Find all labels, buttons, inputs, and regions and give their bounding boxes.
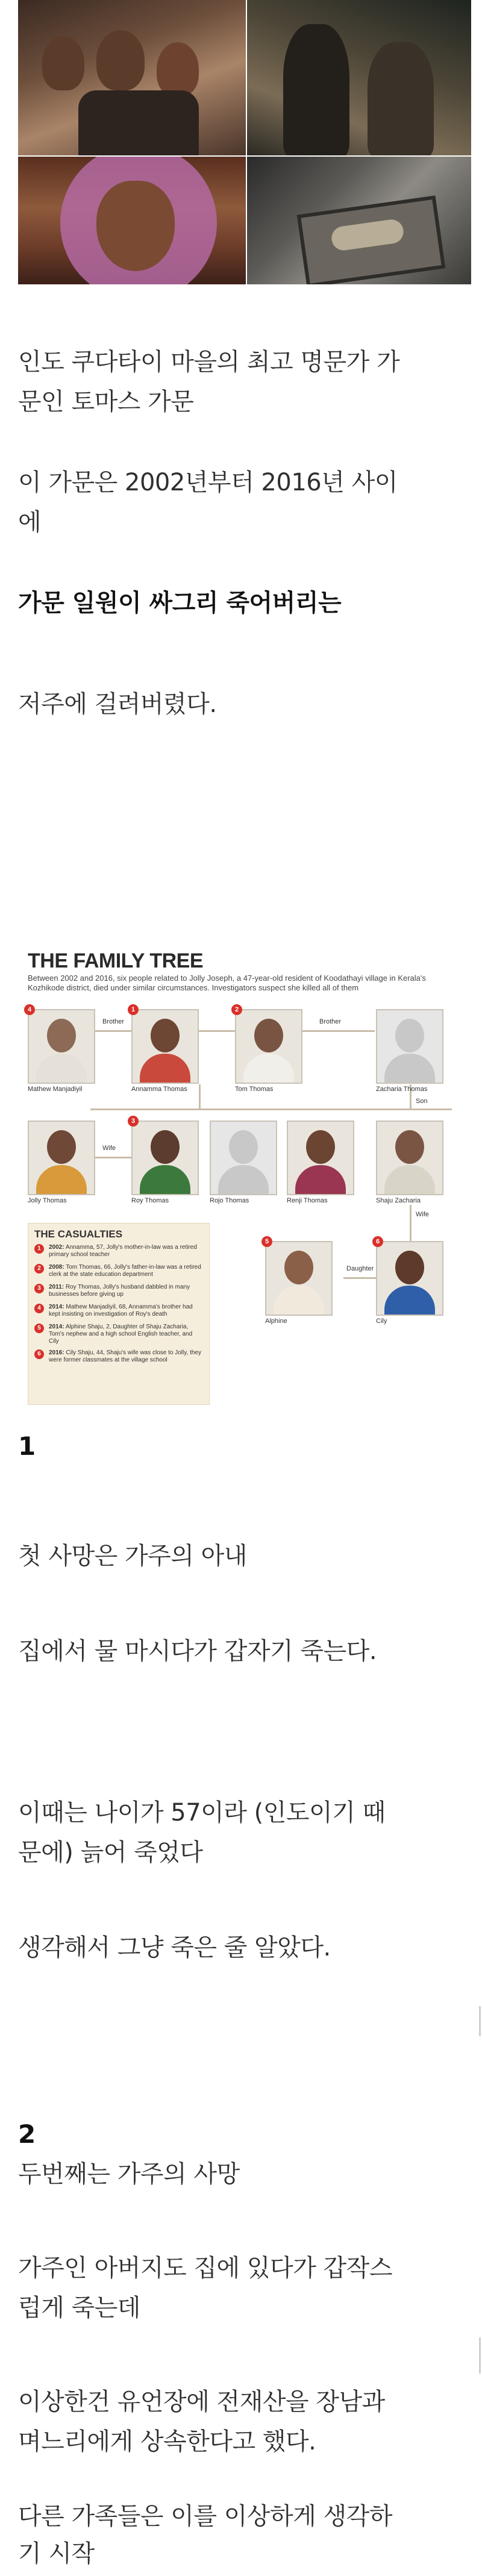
- intro-line: 이 가문은 2002년부터 2016년 사이: [18, 469, 398, 496]
- intro-emphasis: 가문 일원이 싸그리 죽어버리는: [18, 589, 342, 617]
- person-name: Annamma Thomas: [131, 1086, 187, 1093]
- remains-photo: [247, 157, 471, 284]
- infographic-subtitle: Between 2002 and 2016, six people related to Jolly Joseph, a 47-year-old resident of Koodathayi village in Kerala's Kozhikode district, died under similar circumstances. Investigators suspect she killed all of them: [28, 974, 426, 992]
- casualty-row: [37, 1304, 203, 1319]
- relation-label: Brother: [319, 1018, 342, 1025]
- intro-line: 에: [18, 508, 42, 536]
- person-name: Rojo Thomas: [210, 1197, 249, 1204]
- casualty-year: 2011:: [49, 1284, 64, 1290]
- person-roy: [131, 1118, 199, 1204]
- casualty-text: Cily Shaju, 44, Shaju's wife was close to Jolly, they were former classmates at the village school: [49, 1349, 201, 1363]
- person-alphine: [264, 1238, 333, 1325]
- section-line: 이상한건 유언장에 전재산을 장남과: [18, 2388, 385, 2416]
- section-line: 다른 가족들은 이를 이상하게 생각하: [18, 2503, 392, 2530]
- person-mathew: [27, 1006, 95, 1093]
- casualty-text: Annamma, 57, Jolly's mother-in-law was a retired primary school teacher: [49, 1244, 197, 1258]
- casualty-badge: 2: [231, 1004, 242, 1015]
- person-rojo: [210, 1121, 277, 1204]
- casualty-text: Mathew Manjadiyil, 68, Annamma's brother had kept insisting on investigation of Roy's death: [49, 1304, 193, 1318]
- casualty-badge: 2: [34, 1264, 44, 1274]
- person-shaju: [376, 1121, 443, 1204]
- section-line: 가주인 아버지도 집에 있다가 갑작스: [18, 2254, 392, 2282]
- family-photo: [18, 0, 246, 155]
- casualty-badge: 3: [128, 1116, 139, 1127]
- section-line: 기 시작: [18, 2540, 95, 2568]
- casualty-badge: 3: [34, 1284, 44, 1293]
- relation-label: Son: [416, 1098, 428, 1105]
- person-zacharia: [376, 1009, 443, 1093]
- section-line: 며느리에게 상속한다고 했다.: [18, 2428, 316, 2456]
- scrollbar-mark[interactable]: [479, 2006, 481, 2036]
- person-annamma: [131, 1006, 199, 1093]
- section-number: 2: [18, 2119, 36, 2149]
- casualty-year: 2002:: [49, 1244, 64, 1251]
- person-name: Renji Thomas: [287, 1197, 328, 1204]
- person-cily: [375, 1238, 443, 1325]
- section-line: 문에) 늙어 죽었다: [18, 1839, 203, 1866]
- casualty-badge: 1: [34, 1244, 44, 1254]
- person-name: Roy Thomas: [131, 1197, 169, 1204]
- person-name: Cily: [376, 1318, 387, 1325]
- casualty-year: 2014:: [49, 1304, 64, 1310]
- relation-label: Wife: [416, 1211, 429, 1218]
- casualty-row: [37, 1349, 203, 1365]
- casualties-heading: THE CASUALTIES: [34, 1228, 123, 1240]
- section-line: 두번째는 가주의 사망: [18, 2160, 240, 2188]
- section-line: 생각해서 그냥 죽은 줄 알았다.: [18, 1934, 331, 1962]
- person-name: Zacharia Thomas: [376, 1086, 428, 1093]
- relation-label: Daughter: [346, 1265, 374, 1272]
- relation-label: Wife: [102, 1145, 116, 1152]
- casualty-badge: 5: [261, 1236, 272, 1247]
- casualty-badge: 4: [34, 1304, 44, 1313]
- casualty-row: [37, 1324, 203, 1345]
- person-name: Alphine: [265, 1318, 287, 1325]
- intro-line: 인도 쿠다타이 마을의 최고 명문가 가: [18, 348, 400, 376]
- casualty-badge: 6: [372, 1236, 383, 1247]
- woman-portrait-photo: [18, 157, 246, 284]
- casualty-text: Tom Thomas, 66, Jolly's father-in-law was a retired clerk at the state education department: [49, 1264, 201, 1278]
- person-tom: [234, 1006, 302, 1093]
- casualty-year: 2016:: [49, 1349, 64, 1356]
- person-renji: [287, 1121, 354, 1204]
- scrollbar-mark[interactable]: [479, 2337, 481, 2374]
- photo-collage: [18, 0, 470, 283]
- person-name: Tom Thomas: [235, 1086, 274, 1093]
- casualty-text: Alphine Shaju, 2, Daughter of Shaju Zacharia, Tom's nephew and a high school English teacher, and Cily: [49, 1324, 193, 1345]
- police-photo: [247, 0, 471, 155]
- casualty-badge: 6: [34, 1349, 44, 1359]
- intro-line: 문인 토마스 가문: [18, 388, 194, 416]
- casualty-year: 2008:: [49, 1264, 64, 1271]
- person-jolly: [28, 1121, 95, 1204]
- person-name: Mathew Manjadiyil: [28, 1086, 83, 1093]
- casualty-badge: 1: [128, 1004, 139, 1015]
- intro-line: 저주에 걸려버렸다.: [18, 690, 217, 718]
- section-line: 럽게 죽는데: [18, 2294, 140, 2322]
- casualty-badge: 4: [24, 1004, 35, 1015]
- section-line: 집에서 물 마시다가 갑자기 죽는다.: [18, 1637, 377, 1665]
- section-number: 1: [18, 1431, 36, 1461]
- infographic-title: THE FAMILY TREE: [28, 949, 203, 972]
- casualties-box: [28, 1223, 210, 1405]
- relation-label: Brother: [102, 1018, 125, 1025]
- family-tree-infographic: [18, 940, 470, 1410]
- casualty-row: [37, 1244, 203, 1260]
- section-line: 첫 사망은 가주의 아내: [18, 1542, 247, 1570]
- casualty-text: Roy Thomas, Jolly's husband dabbled in many businesses before giving up: [49, 1284, 190, 1298]
- person-name: Jolly Thomas: [28, 1197, 67, 1204]
- casualty-year: 2014:: [49, 1324, 64, 1330]
- section-line: 이때는 나이가 57이라 (인도이기 때: [18, 1799, 386, 1827]
- person-name: Shaju Zacharia: [376, 1197, 421, 1204]
- casualty-row: [37, 1264, 203, 1280]
- casualty-row: [37, 1284, 203, 1299]
- casualty-badge: 5: [34, 1324, 44, 1333]
